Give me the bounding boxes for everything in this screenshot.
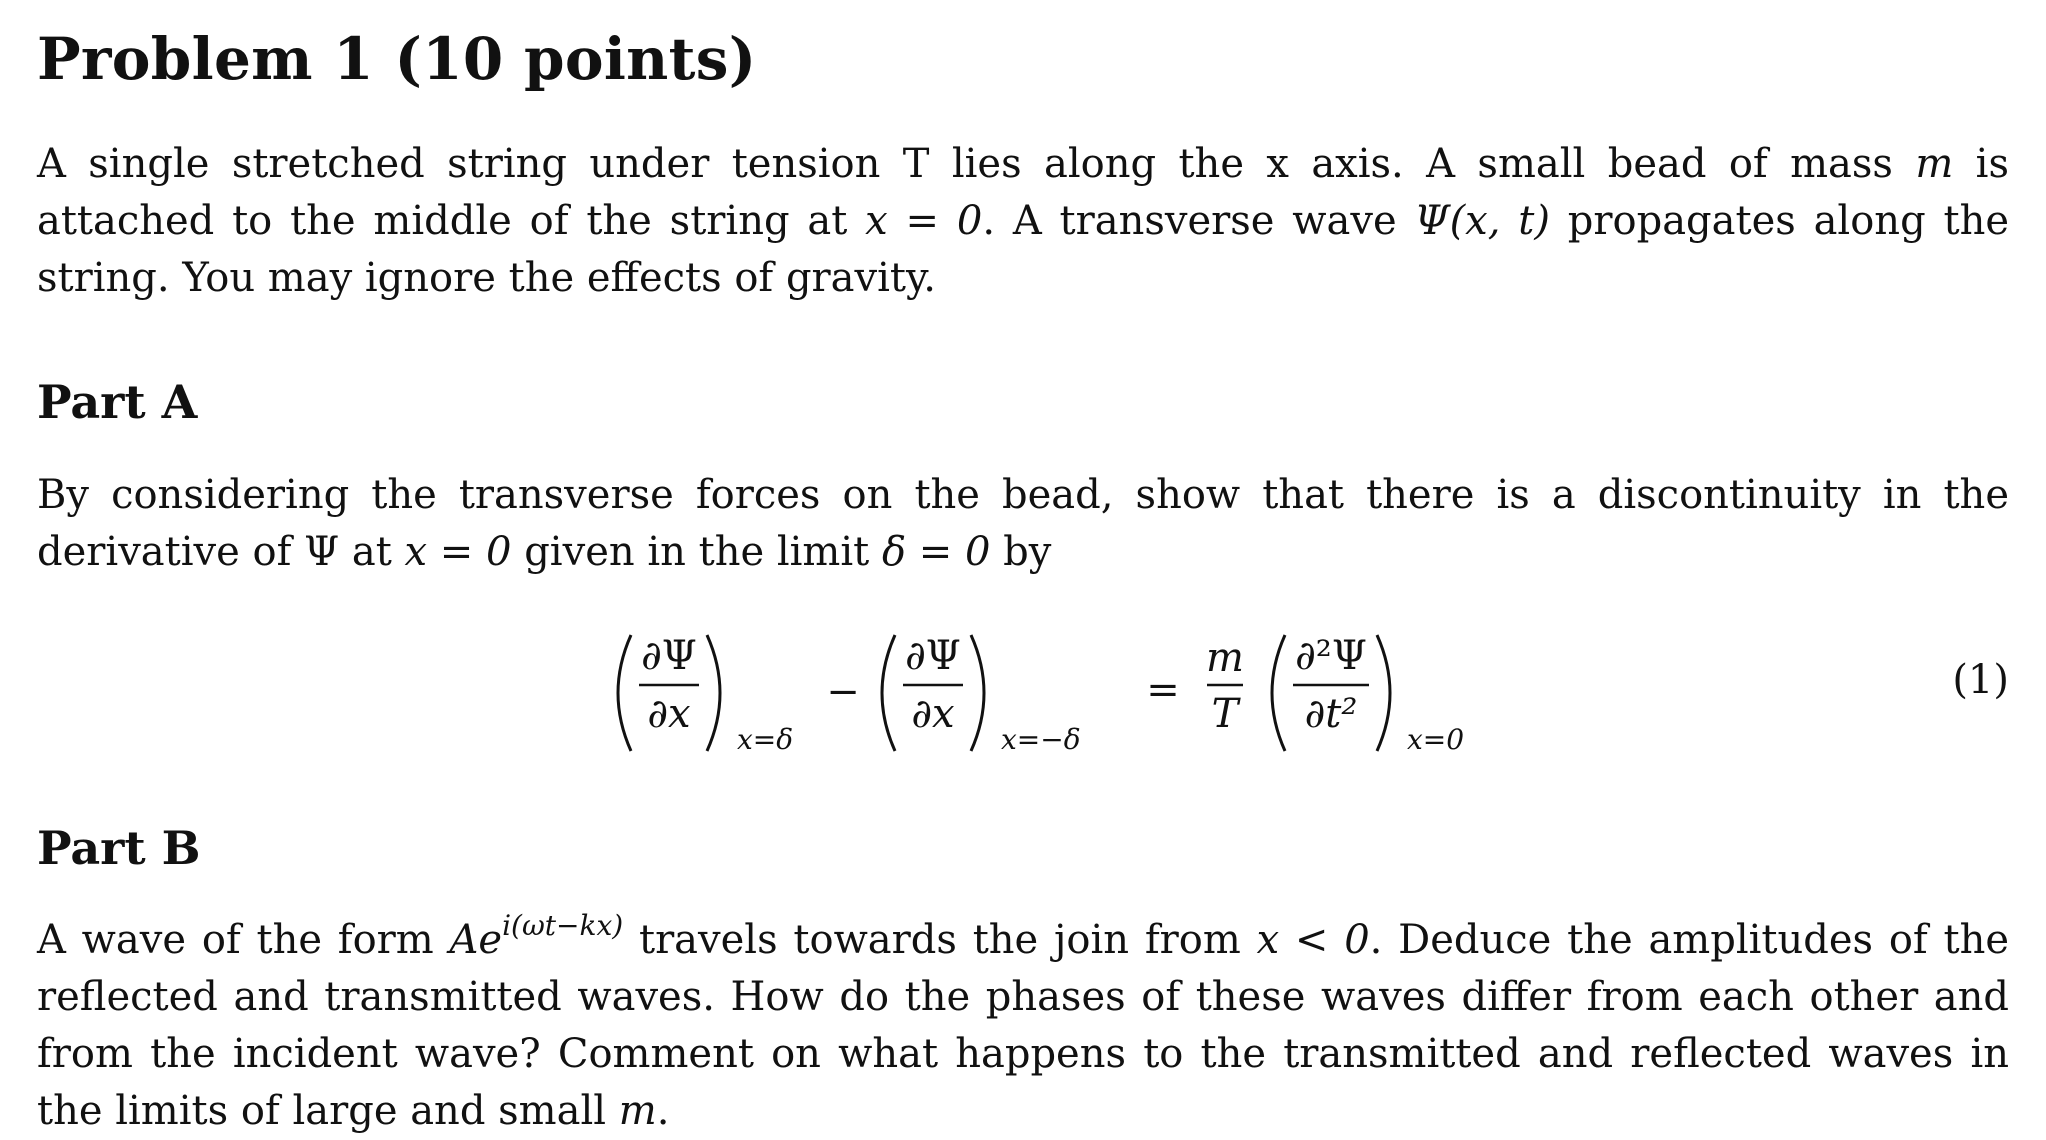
eq-denominator-1: ∂x — [647, 691, 691, 738]
problem-intro — [37, 136, 2009, 307]
intro-text-1: A single stretched string under tension T lies along the x axis. A small bead of mass — [37, 140, 1916, 187]
part-a-math-position: x = 0 — [404, 529, 512, 576]
part-b-text-2: travels towards the join from — [623, 916, 1257, 963]
eq-subscript-1: x=δ — [737, 723, 794, 757]
intro-text-4: propagates along the string. You may ignore the effects of gravity. — [37, 197, 2010, 301]
eq-denominator-2: ∂x — [911, 691, 955, 738]
problem-page — [37, 25, 2010, 1140]
part-b-text — [37, 908, 2010, 1140]
paren-open-2 — [882, 635, 895, 751]
paren-open-3 — [1272, 635, 1285, 751]
part-b-math-exponent: i(ωt−kx) — [502, 908, 624, 942]
intro-text-2: is attached to the middle of the string at — [37, 140, 2009, 244]
eq-subscript-3: x=0 — [1407, 723, 1465, 757]
equation-number: (1) — [1952, 657, 2009, 704]
part-a-text-3: by — [990, 529, 1052, 576]
part-b-text-4: . — [656, 1087, 670, 1134]
part-b-text-3: . Deduce the amplitudes of the reflected and transmitted waves. How do the phases of these waves differ from each other and from the incident wave? Comment on what happens to the transmitted and reflected waves in the limits of large and small — [37, 916, 2010, 1134]
eq-subscript-2: x=−δ — [1001, 723, 1081, 757]
part-b-title: Part B — [37, 821, 201, 876]
eq-equals: = — [1146, 667, 1180, 714]
eq-denominator-3: ∂t² — [1304, 691, 1358, 738]
intro-math-position: x = 0 — [865, 197, 983, 244]
part-b-math-region: x < 0 — [1256, 916, 1370, 963]
part-a-text-2: given in the limit — [511, 529, 882, 576]
eq-tension: T — [1211, 691, 1239, 738]
paren-close-1 — [707, 635, 720, 751]
equation-1 — [37, 621, 2009, 771]
paren-close-2 — [971, 635, 984, 751]
eq-numerator-1: ∂Ψ — [641, 633, 697, 680]
eq-mass: m — [1206, 635, 1244, 682]
intro-math-wave: Ψ(x, t) — [1414, 197, 1550, 244]
intro-math-mass: m — [1915, 140, 1954, 187]
eq-numerator-3: ∂²Ψ — [1295, 633, 1367, 680]
part-a-title: Part A — [37, 374, 198, 429]
eq-minus: − — [826, 669, 860, 716]
part-b-text-1: A wave of the form — [37, 916, 450, 963]
part-a-math-limit: δ = 0 — [881, 529, 991, 576]
eq-numerator-2: ∂Ψ — [905, 633, 961, 680]
intro-text-3: . A transverse wave — [982, 197, 1415, 244]
part-b-math-mass: m — [618, 1087, 657, 1134]
problem-title: Problem 1 (10 points) — [37, 25, 757, 93]
equation-1-formula — [597, 621, 1517, 771]
part-a-text — [37, 467, 2009, 581]
part-b-math-wave: Ae — [449, 916, 503, 963]
paren-open-1 — [618, 635, 631, 751]
part-a-text-1: By considering the transverse forces on the bead, show that there is a discontinuity in the derivative of Ψ at — [37, 472, 2009, 576]
paren-close-3 — [1377, 635, 1390, 751]
